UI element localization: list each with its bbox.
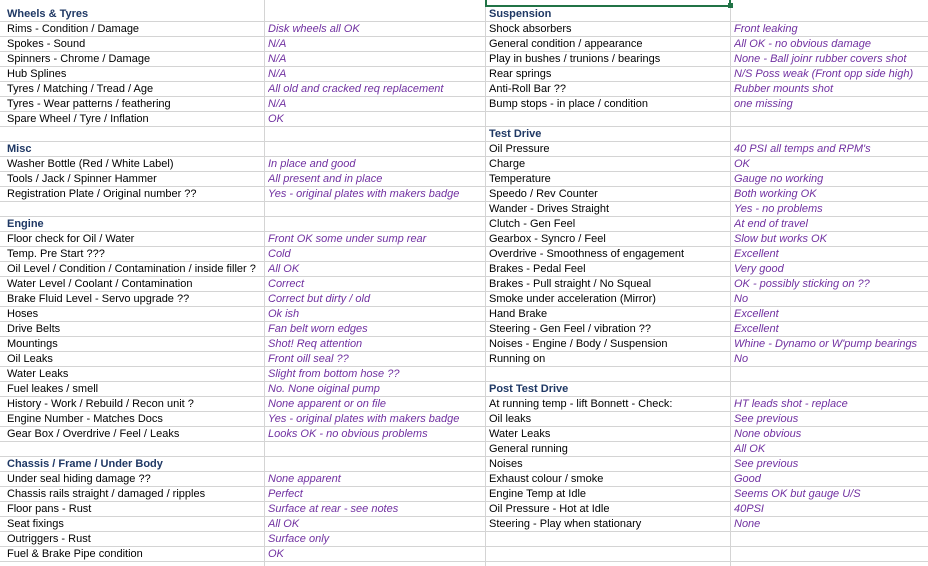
label-cell[interactable]: Spokes - Sound bbox=[7, 38, 86, 50]
label-cell[interactable] bbox=[489, 532, 729, 547]
section-header-cell[interactable]: Engine bbox=[7, 218, 44, 230]
value-cell[interactable]: N/A bbox=[268, 38, 287, 50]
label-cell[interactable]: Oil Leaks bbox=[7, 353, 53, 365]
label-cell[interactable]: Tools / Jack / Spinner Hammer bbox=[7, 173, 157, 185]
value-cell[interactable]: Excellent bbox=[734, 308, 779, 320]
label-cell[interactable]: Washer Bottle (Red / White Label) bbox=[7, 158, 174, 170]
value-cell[interactable]: All old and cracked req replacement bbox=[268, 83, 444, 95]
label-cell[interactable]: Clutch - Gen Feel bbox=[489, 218, 576, 230]
sheet-row bbox=[0, 277, 928, 292]
value-cell[interactable] bbox=[268, 457, 484, 472]
label-cell[interactable]: Engine Number - Matches Docs bbox=[7, 413, 163, 425]
label-cell[interactable]: Brake Fluid Level - Servo upgrade ?? bbox=[7, 293, 190, 305]
sheet-row bbox=[0, 202, 928, 217]
label-cell[interactable]: Charge bbox=[489, 158, 526, 170]
label-cell[interactable] bbox=[7, 202, 264, 217]
value-cell[interactable]: OK - possibly sticking on ?? bbox=[734, 278, 870, 290]
sheet-row bbox=[0, 142, 928, 157]
label-cell[interactable]: Brakes - Pull straight / No Squeal bbox=[489, 278, 652, 290]
label-cell[interactable]: Floor pans - Rust bbox=[7, 503, 92, 515]
sheet-row bbox=[0, 337, 928, 352]
label-cell[interactable]: Oil leaks bbox=[489, 413, 532, 425]
section-header-cell[interactable]: Test Drive bbox=[489, 128, 542, 140]
value-cell[interactable]: OK bbox=[268, 113, 284, 125]
sheet-row bbox=[0, 157, 928, 172]
value-cell[interactable]: Looks OK - no obvious problems bbox=[268, 428, 428, 440]
label-cell[interactable]: Play in bushes / trunions / bearings bbox=[489, 53, 661, 65]
label-cell[interactable]: Tyres / Matching / Tread / Age bbox=[7, 83, 154, 95]
value-cell[interactable]: HT leads shot - replace bbox=[734, 398, 848, 410]
selected-cell[interactable] bbox=[485, 0, 731, 7]
label-cell[interactable]: Fuel & Brake Pipe condition bbox=[7, 548, 143, 560]
label-cell[interactable]: Temp. Pre Start ??? bbox=[7, 248, 105, 260]
label-cell[interactable] bbox=[7, 127, 264, 142]
label-cell[interactable]: Bump stops - in place / condition bbox=[489, 98, 648, 110]
label-cell[interactable]: Wander - Drives Straight bbox=[489, 203, 610, 215]
value-cell[interactable]: N/A bbox=[268, 53, 287, 65]
value-cell[interactable]: See previous bbox=[734, 458, 799, 470]
label-cell[interactable] bbox=[489, 547, 729, 562]
label-cell[interactable]: Spare Wheel / Tyre / Inflation bbox=[7, 113, 149, 125]
value-cell[interactable]: None obvious bbox=[734, 428, 802, 440]
section-header-cell[interactable]: Misc bbox=[7, 143, 32, 155]
value-cell[interactable]: Both working OK bbox=[734, 188, 817, 200]
label-cell[interactable]: Anti-Roll Bar ?? bbox=[489, 83, 567, 95]
label-cell[interactable]: Seat fixings bbox=[7, 518, 64, 530]
sheet-row bbox=[0, 82, 928, 97]
value-cell[interactable]: Yes - original plates with makers badge bbox=[268, 413, 460, 425]
label-cell[interactable]: Brakes - Pedal Feel bbox=[489, 263, 586, 275]
label-cell[interactable]: General running bbox=[489, 443, 568, 455]
value-cell[interactable]: None bbox=[734, 518, 761, 530]
sheet-row bbox=[0, 67, 928, 82]
value-cell[interactable]: Surface at rear - see notes bbox=[268, 503, 399, 515]
value-cell[interactable]: one missing bbox=[734, 98, 793, 110]
sheet-row bbox=[0, 262, 928, 277]
sheet-row bbox=[0, 52, 928, 67]
value-cell[interactable]: Yes - original plates with makers badge bbox=[268, 188, 460, 200]
label-cell[interactable]: History - Work / Rebuild / Recon unit ? bbox=[7, 398, 194, 410]
label-cell[interactable]: Drive Belts bbox=[7, 323, 61, 335]
value-cell[interactable] bbox=[268, 7, 484, 22]
label-cell[interactable]: Water Leaks bbox=[489, 428, 551, 440]
value-cell[interactable]: Rubber mounts shot bbox=[734, 83, 834, 95]
sheet-row bbox=[0, 472, 928, 487]
value-cell[interactable]: See previous bbox=[734, 413, 799, 425]
label-cell[interactable]: Gear Box / Overdrive / Feel / Leaks bbox=[7, 428, 180, 440]
value-cell[interactable]: 40 PSI all temps and RPM's bbox=[734, 143, 871, 155]
section-header-cell[interactable]: Chassis / Frame / Under Body bbox=[7, 458, 163, 470]
value-cell[interactable]: Front OK some under sump rear bbox=[268, 233, 427, 245]
sheet-row bbox=[0, 217, 928, 232]
value-cell[interactable]: No bbox=[734, 293, 749, 305]
value-cell[interactable]: Yes - no problems bbox=[734, 203, 823, 215]
sheet-row bbox=[0, 247, 928, 262]
value-cell[interactable]: Good bbox=[734, 473, 761, 485]
label-cell[interactable]: Exhaust colour / smoke bbox=[489, 473, 604, 485]
label-cell[interactable]: Steering - Play when stationary bbox=[489, 518, 642, 530]
sheet-row bbox=[0, 487, 928, 502]
label-cell[interactable]: Hub Splines bbox=[7, 68, 67, 80]
value-cell[interactable]: Front oill seal ?? bbox=[268, 353, 349, 365]
value-cell[interactable]: N/A bbox=[268, 68, 287, 80]
label-cell[interactable]: Noises bbox=[489, 458, 523, 470]
label-cell[interactable]: Water Level / Coolant / Contamination bbox=[7, 278, 193, 290]
value-cell[interactable] bbox=[734, 7, 926, 22]
label-cell[interactable] bbox=[489, 367, 729, 382]
value-cell[interactable]: Disk wheels all OK bbox=[268, 23, 360, 35]
value-cell[interactable] bbox=[734, 112, 926, 127]
value-cell[interactable]: Correct bbox=[268, 278, 305, 290]
label-cell[interactable]: Hoses bbox=[7, 308, 39, 320]
label-cell[interactable]: Tyres - Wear patterns / feathering bbox=[7, 98, 171, 110]
sheet-row bbox=[0, 22, 928, 37]
label-cell[interactable]: Steering - Gen Feel / vibration ?? bbox=[489, 323, 652, 335]
value-cell[interactable]: Ok ish bbox=[268, 308, 300, 320]
sheet-row bbox=[0, 517, 928, 532]
value-cell[interactable]: All OK bbox=[268, 518, 300, 530]
value-cell[interactable]: Front leaking bbox=[734, 23, 798, 35]
label-cell[interactable]: Oil Level / Condition / Contamination / inside filler ? bbox=[7, 263, 256, 275]
value-cell[interactable]: All OK bbox=[268, 263, 300, 275]
label-cell[interactable]: Oil Pressure - Hot at Idle bbox=[489, 503, 610, 515]
label-cell[interactable]: Gearbox - Syncro / Feel bbox=[489, 233, 606, 245]
value-cell[interactable]: None - Ball joinr rubber covers shot bbox=[734, 53, 907, 65]
sheet-row bbox=[0, 307, 928, 322]
sheet-row bbox=[0, 367, 928, 382]
sheet-row bbox=[0, 322, 928, 337]
value-cell[interactable]: OK bbox=[268, 548, 284, 560]
label-cell[interactable]: Under seal hiding damage ?? bbox=[7, 473, 151, 485]
sheet-row bbox=[0, 442, 928, 457]
value-cell[interactable]: None apparent bbox=[268, 473, 341, 485]
value-cell[interactable]: Very good bbox=[734, 263, 784, 275]
label-cell[interactable]: Running on bbox=[489, 353, 546, 365]
value-cell[interactable]: Correct but dirty / old bbox=[268, 293, 371, 305]
value-cell[interactable] bbox=[734, 382, 926, 397]
value-cell[interactable] bbox=[268, 217, 484, 232]
label-cell[interactable]: Shock absorbers bbox=[489, 23, 572, 35]
label-cell[interactable]: Floor check for Oil / Water bbox=[7, 233, 135, 245]
label-cell[interactable] bbox=[7, 442, 264, 457]
value-cell[interactable] bbox=[268, 202, 484, 217]
sheet-row bbox=[0, 7, 928, 22]
sheet-row bbox=[0, 97, 928, 112]
label-cell[interactable]: Noises - Engine / Body / Suspension bbox=[489, 338, 668, 350]
value-cell[interactable]: Slow but works OK bbox=[734, 233, 827, 245]
value-cell[interactable]: All present and in place bbox=[268, 173, 383, 185]
value-cell[interactable]: OK bbox=[734, 158, 750, 170]
value-cell[interactable]: In place and good bbox=[268, 158, 356, 170]
sheet-row bbox=[0, 232, 928, 247]
label-cell[interactable]: Outriggers - Rust bbox=[7, 533, 91, 545]
value-cell[interactable] bbox=[734, 127, 926, 142]
value-cell[interactable]: Excellent bbox=[734, 248, 779, 260]
sheet-row bbox=[0, 172, 928, 187]
sheet-row bbox=[0, 532, 928, 547]
value-cell[interactable]: N/S Poss weak (Front opp side high) bbox=[734, 68, 914, 80]
value-cell[interactable]: Gauge no working bbox=[734, 173, 824, 185]
value-cell[interactable]: At end of travel bbox=[734, 218, 808, 230]
sheet-row bbox=[0, 382, 928, 397]
value-cell[interactable]: Shot! Req attention bbox=[268, 338, 363, 350]
label-cell[interactable]: Overdrive - Smoothness of engagement bbox=[489, 248, 685, 260]
value-cell[interactable]: No. None oiginal pump bbox=[268, 383, 380, 395]
value-cell[interactable] bbox=[268, 127, 484, 142]
sheet-row bbox=[0, 187, 928, 202]
value-cell[interactable]: Perfect bbox=[268, 488, 303, 500]
value-cell[interactable]: N/A bbox=[268, 98, 287, 110]
label-cell[interactable]: General condition / appearance bbox=[489, 38, 643, 50]
sheet-row bbox=[0, 37, 928, 52]
value-cell[interactable]: Surface only bbox=[268, 533, 330, 545]
sheet-row bbox=[0, 352, 928, 367]
label-cell[interactable]: At running temp - lift Bonnett - Check: bbox=[489, 398, 673, 410]
section-header-cell[interactable]: Wheels & Tyres bbox=[7, 8, 89, 20]
section-header-cell[interactable]: Post Test Drive bbox=[489, 383, 569, 395]
section-header-cell[interactable]: Suspension bbox=[489, 8, 552, 20]
value-cell[interactable] bbox=[734, 367, 926, 382]
value-cell[interactable]: Whine - Dynamo or W'pump bearings bbox=[734, 338, 918, 350]
sheet-row bbox=[0, 412, 928, 427]
value-cell[interactable]: Seems OK but gauge U/S bbox=[734, 488, 861, 500]
sheet-row bbox=[0, 397, 928, 412]
value-cell[interactable]: Fan belt worn edges bbox=[268, 323, 368, 335]
value-cell[interactable]: 40PSI bbox=[734, 503, 764, 515]
value-cell[interactable]: All OK bbox=[734, 443, 766, 455]
value-cell[interactable]: Slight from bottom hose ?? bbox=[268, 368, 400, 380]
label-cell[interactable] bbox=[489, 112, 729, 127]
sheet-row bbox=[0, 457, 928, 472]
label-cell[interactable]: Registration Plate / Original number ?? bbox=[7, 188, 197, 200]
value-cell[interactable] bbox=[734, 532, 926, 547]
sheet-row bbox=[0, 127, 928, 142]
label-cell[interactable]: Temperature bbox=[489, 173, 551, 185]
label-cell[interactable]: Speedo / Rev Counter bbox=[489, 188, 598, 200]
value-cell[interactable] bbox=[268, 442, 484, 457]
sheet-row bbox=[0, 547, 928, 562]
value-cell[interactable]: None apparent or on file bbox=[268, 398, 387, 410]
label-cell[interactable]: Chassis rails straight / damaged / ripples bbox=[7, 488, 206, 500]
label-cell[interactable]: Oil Pressure bbox=[489, 143, 550, 155]
label-cell[interactable]: Smoke under acceleration (Mirror) bbox=[489, 293, 656, 305]
sheet-row bbox=[0, 292, 928, 307]
label-cell[interactable]: Mountings bbox=[7, 338, 58, 350]
value-cell[interactable] bbox=[734, 547, 926, 562]
value-cell[interactable]: All OK - no obvious damage bbox=[734, 38, 871, 50]
sheet-row bbox=[0, 427, 928, 442]
label-cell[interactable]: Hand Brake bbox=[489, 308, 548, 320]
label-cell[interactable]: Spinners - Chrome / Damage bbox=[7, 53, 151, 65]
value-cell[interactable]: Cold bbox=[268, 248, 291, 260]
sheet-row bbox=[0, 502, 928, 517]
label-cell[interactable]: Water Leaks bbox=[7, 368, 69, 380]
value-cell[interactable]: No bbox=[734, 353, 749, 365]
value-cell[interactable] bbox=[268, 142, 484, 157]
label-cell[interactable]: Rims - Condition / Damage bbox=[7, 23, 140, 35]
label-cell[interactable]: Engine Temp at Idle bbox=[489, 488, 587, 500]
sheet-row bbox=[0, 112, 928, 127]
label-cell[interactable]: Rear springs bbox=[489, 68, 552, 80]
label-cell[interactable]: Fuel leakes / smell bbox=[7, 383, 99, 395]
value-cell[interactable]: Excellent bbox=[734, 323, 779, 335]
fill-handle[interactable] bbox=[728, 3, 733, 8]
